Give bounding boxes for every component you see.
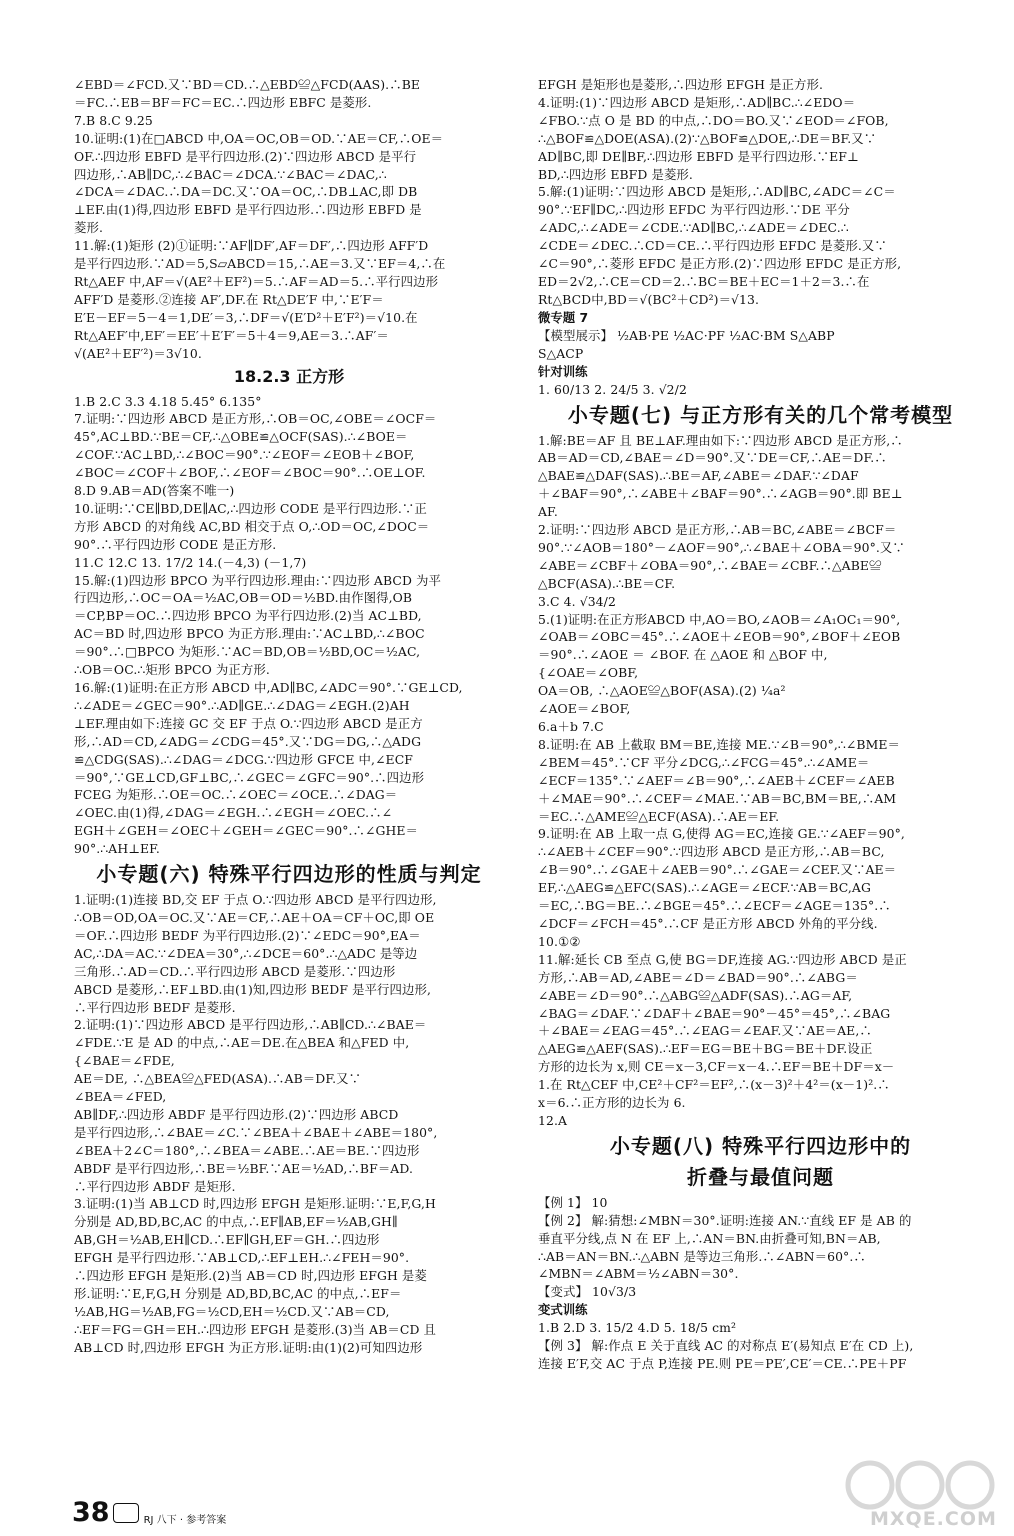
text-line: ＋∠MAE＝90°.∴∠CEF＝∠MAE.∵AB＝BC,BM＝BE,∴AM xyxy=(538,790,897,806)
text-line: ＝EC,∴BG＝BE.∴∠BGE＝45°.∴∠ECF＝∠AGE＝135°.∴ xyxy=(538,898,891,914)
subsection-label: 变式训练 xyxy=(538,1302,588,1318)
text-line: 分别是 AD,BD,BC,AC 的中点,∴EF∥AB,EF＝½AB,GH∥ xyxy=(74,1214,398,1230)
text-line: 2.证明:(1)∵四边形 ABCD 是平行四边形,∴AB∥CD.∴∠BAE＝ xyxy=(74,1017,427,1033)
text-line: √(AE²＋EF′²)＝3√10. xyxy=(74,345,202,361)
text-line: 90°.∵EF∥DC,∴四边形 EFDC 为平行四边形.∵DE 平分 xyxy=(538,202,850,218)
text-line: 3.C 4. √34/2 xyxy=(538,593,616,609)
text-line: ＋∠BAE＝∠EAG＝45°.∴∠EAG＝∠EAF.又∵AE＝AE,∴ xyxy=(538,1023,872,1039)
text-line: ＝CP,BP＝OC.∴四边形 BPCO 为平行四边形.(2)当 AC⊥BD, xyxy=(74,608,422,624)
text-line: 1.解:BE＝AF 且 BE⊥AF.理由如下:∵四边形 ABCD 是正方形,∴ xyxy=(538,432,903,448)
text-line: ＋∠BAF＝90°,∴∠ABE＋∠BAF＝90°.∴∠AGB＝90°.即 BE⊥ xyxy=(538,486,903,502)
text-line: 12.A xyxy=(538,1112,568,1128)
text-line: 方形,∴AB＝AD,∠ABE＝∠D＝∠BAD＝90°.∴∠ABG＝ xyxy=(538,969,858,985)
text-line: 15.解:(1)四边形 BPCO 为平行四边形.理由:∵四边形 ABCD 为平 xyxy=(74,572,442,588)
text-line: ∠CDE＝∠DEC.∴CD＝CE.∴平行四边形 EFDC 是菱形.又∵ xyxy=(538,238,887,254)
text-line: 5.解:(1)证明:∵四边形 ABCD 是矩形,∴AD∥BC,∠ADC＝∠C＝ xyxy=(538,184,896,200)
text-line: AB,GH＝½AB,EH∥CD.∴EF∥GH,EF＝GH.∴四边形 xyxy=(74,1232,380,1248)
text-line: ＝OF.∴四边形 BEDF 为平行四边形.(2)∵∠EDC＝90°,EA＝ xyxy=(74,927,421,943)
text-line: ∠BOC＝∠COF＋∠BOF,∴∠EOF＝∠BOC＝90°.∴OE⊥OF. xyxy=(74,465,426,481)
text-line: E′E－EF＝5－4＝1,DE′＝3,∴DF＝√(E′D²＋E′F²)＝√10.在 xyxy=(74,309,418,325)
footer-caption: RJ 八下 · 参考答案 xyxy=(143,1514,227,1526)
text-line: ∴OB＝OD,OA＝OC.又∵AE＝CF,∴AE＋OA＝CF＋OC,即 OE xyxy=(74,909,435,925)
text-line: AF. xyxy=(538,504,558,520)
text-line: ABCD 是菱形,∴EF⊥BD.由(1)知,四边形 BEDF 是平行四边形, xyxy=(74,981,432,997)
text-line: 1.证明:(1)连接 BD,交 EF 于点 O.∵四边形 ABCD 是平行四边形, xyxy=(74,892,437,908)
text-line: 11.C 12.C 13. 17/2 14.(－4,3) (－1,7) xyxy=(74,554,307,570)
text-line: ＝90°.∴∠AOE ＝ ∠BOF. 在 △AOE 和 △BOF 中, xyxy=(538,647,828,663)
text-line: EFGH 是平行四边形.∵AB⊥CD,∴EF⊥EH.∴∠FEH＝90°. xyxy=(74,1250,410,1266)
text-line: ∠EBD＝∠FCD.又∵BD＝CD.∴△EBD≌△FCD(AAS).∴BE xyxy=(74,77,421,92)
text-line: AB⊥CD 时,四边形 EFGH 为正方形.证明:由(1)(2)可知四边形 xyxy=(74,1339,423,1355)
text-line: 2.证明:∵四边形 ABCD 是正方形,∴AB＝BC,∠ABE＝∠BCF＝ xyxy=(538,522,897,538)
subsection-label: 针对训练 xyxy=(538,363,588,379)
text-line: 8.D 9.AB＝AD(答案不唯一) xyxy=(74,483,235,499)
text-line: ∠ABE＝∠CBF＋∠OBA＝90°,∴∠BAE＝∠CBF.∴△ABE≌ xyxy=(538,557,882,573)
text-line: ∠FBO.∵点 O 是 BD 的中点,∴DO＝BO.又∵∠EOD＝∠FOB, xyxy=(538,112,889,128)
text-line: 1.B 2.C 3.3 4.18 5.45° 6.135° xyxy=(74,393,262,409)
left-column xyxy=(74,76,504,1357)
subsection-label: 微专题 7 xyxy=(538,309,589,325)
text-line: EFGH 是矩形也是菱形,∴四边形 EFGH 是正方形. xyxy=(538,77,824,92)
text-line: ½AB,HG＝½AB,FG＝½CD,EH＝½CD.又∵AB＝CD, xyxy=(74,1303,390,1319)
text-line: OF.∴四边形 EBFD 是平行四边形.(2)∵四边形 ABCD 是平行 xyxy=(74,148,417,164)
text-line: AB＝AD＝CD,∠BAE＝∠D＝90°.又∵DE＝CF,∴AE＝DF.∴ xyxy=(538,450,887,466)
text-line: ∠MBN＝∠ABM＝½∠ABN＝30°. xyxy=(538,1266,739,1282)
text-line: ∴平行四边形 ABDF 是矩形. xyxy=(74,1178,236,1194)
topic-title: 折叠与最值问题 xyxy=(687,1164,834,1189)
text-line: ∠BAG＝∠DAF.∵∠DAF＋∠BAE＝90°－45°＝45°,∴∠BAG xyxy=(538,1005,891,1021)
text-line: 7.证明:∵四边形 ABCD 是正方形,∴OB＝OC,∠OBE＝∠OCF＝ xyxy=(74,411,437,427)
page-number: 38 xyxy=(72,1497,110,1528)
text-line: ∠C＝90°,∴菱形 EFDC 是正方形.(2)∵四边形 EFDC 是正方形, xyxy=(538,256,902,272)
text-line: AC,∴DA＝AC.∵∠DEA＝30°,∴∠DCE＝60°.∴△ADC 是等边 xyxy=(74,945,418,961)
text-line: ⊥EF.由(1)得,四边形 EBFD 是平行四边形.∴四边形 EBFD 是 xyxy=(74,202,422,218)
text-line: ∠BEA＋2∠C＝180°,∴∠BEA＝∠ABE.∴AE＝BE.∵四边形 xyxy=(74,1142,420,1158)
text-line: 3.证明:(1)当 AB⊥CD 时,四边形 EFGH 是矩形.证明:∵E,F,G,H xyxy=(74,1196,436,1212)
text-line: Rt△BCD中,BD＝√(BC²＋CD²)＝√13. xyxy=(538,291,760,307)
text-line: EGH＋∠GEH＝∠OEC＋∠GEH＝∠GEC＝90°.∴∠GHE＝ xyxy=(74,823,419,839)
text-line: 行四边形,∴OC＝OA＝½AC,OB＝OD＝½BD.由作图得,OB xyxy=(74,590,413,606)
text-line: S△ACP xyxy=(538,345,584,361)
text-line: ∠ECF＝135°.∵∠AEF＝∠B＝90°,∴∠AEB＋∠CEF＝∠AEB xyxy=(538,772,895,788)
text-line: 方形的边长为 x,则 CE＝x－3,CF＝x－4.∴EF＝BE＋DF＝x－ xyxy=(538,1059,895,1075)
text-line: 4.证明:(1)∵四边形 ABCD 是矩形,∴AD∥BC.∴∠EDO＝ xyxy=(538,94,856,110)
text-line: ＝EC.∴△AME≌△ECF(ASA).∴AE＝EF. xyxy=(538,808,780,824)
text-line: AD∥BC,即 DE∥BF,∴四边形 EBFD 是平行四边形.∵EF⊥ xyxy=(538,148,859,164)
page-footer xyxy=(72,1496,226,1530)
right-column xyxy=(538,76,983,1373)
text-line: 16.解:(1)证明:在正方形 ABCD 中,AD∥BC,∠ADC＝90°.∵GE⊥CD, xyxy=(74,680,463,695)
text-line: ∠OEC.由(1)得,∠DAG＝∠EGH.∴∠EGH＝∠OEC.∴∠ xyxy=(74,805,393,821)
text-line: 【变式】 10√3/3 xyxy=(538,1284,637,1300)
text-line: ＝90°.∴□BPCO 为矩形.∵AC＝BD,OB＝½BD,OC＝½AC, xyxy=(74,644,421,660)
text-line: 【例 3】 解:作点 E 关于直线 AC 的对称点 E′(易知点 E′在 CD 上), xyxy=(538,1338,914,1354)
text-line: 是平行四边形.∵AD＝5,S▱ABCD＝15,∴AE＝3.又∵EF＝4,∴在 xyxy=(74,256,446,272)
text-line: ∴OB＝OC.∴矩形 BPCO 为正方形. xyxy=(74,662,270,678)
text-line: BD,∴四边形 EBFD 是菱形. xyxy=(538,166,693,182)
text-line: ∠ADC,∴∠ADE＝∠CDE.∵AD∥BC,∴∠ADE＝∠DEC.∴ xyxy=(538,220,849,236)
text-line: AFF′D 是菱形.②连接 AF′,DF.在 Rt△DE′F 中,∵E′F＝ xyxy=(74,291,384,307)
text-line: 三角形.∴AD＝CD.∴平行四边形 ABCD 是菱形.∵四边形 xyxy=(74,963,396,979)
text-line: ＝FC.∴EB＝BF＝FC＝EC.∴四边形 EBFC 是菱形. xyxy=(74,94,372,110)
text-line: ∴平行四边形 BEDF 是菱形. xyxy=(74,999,236,1015)
text-line: 垂直平分线,点 N 在 EF 上,∴AN＝BN.由折叠可知,BN＝AB, xyxy=(538,1230,881,1246)
text-line: EF,∴△AEG≌△EFC(SAS).∴∠AGE＝∠ECF.∵AB＝BC,AG xyxy=(538,880,871,896)
text-line: 90°.∴平行四边形 CODE 是正方形. xyxy=(74,536,277,552)
text-line: 【模型展示】 ½AB·PE ½AC·PF ½AC·BM S△ABP xyxy=(538,327,835,343)
publisher-logo-icon xyxy=(113,1503,139,1523)
text-line: ABDF 是平行四边形,∴BE＝½BF.∵AE＝½AD,∴BF＝AD. xyxy=(74,1160,413,1176)
text-line: ∠COF.∵AC⊥BD,∴∠BOC＝90°.∵∠EOF＝∠EOB＋∠BOF, xyxy=(74,447,415,463)
text-line: ∠DCF＝∠FCH＝45°.∴CF 是正方形 ABCD 外角的平分线. xyxy=(538,915,878,931)
text-line: Rt△AEF′中,EF′＝EE′＋E′F′＝5＋4＝9,AE＝3.∴AF′＝ xyxy=(74,327,389,343)
text-line: 45°,AC⊥BD.∵BE＝CF,∴△OBE≌△OCF(SAS).∴∠BOE＝ xyxy=(74,429,408,445)
text-line: AC＝BD 时,四边形 BPCO 为正方形.理由:∵AC⊥BD,∴∠BOC xyxy=(74,626,425,642)
text-line: 7.B 8.C 9.25 xyxy=(74,112,153,128)
text-line: 方形 ABCD 的对角线 AC,BD 相交于点 O,∴OD＝OC,∠DOC＝ xyxy=(74,518,430,534)
text-line: ＝90°,∵GE⊥CD,GF⊥BC,∴∠GEC＝∠GFC＝90°.∴四边形 xyxy=(74,769,425,785)
text-line: 10.证明:(1)在□ABCD 中,OA＝OC,OB＝OD.∵AE＝CF,∴OE＝ xyxy=(74,130,444,146)
text-line: AB∥DF,∴四边形 ABDF 是平行四边形.(2)∵四边形 ABCD xyxy=(74,1106,399,1122)
text-line: 【例 1】 10 xyxy=(538,1194,608,1210)
text-line: 10.①② xyxy=(538,933,581,949)
text-line: 1.B 2.D 3. 15/2 4.D 5. 18/5 cm² xyxy=(538,1320,737,1336)
text-line: 9.证明:在 AB 上取一点 G,使得 AG＝EC,连接 GE.∵∠AEF＝90°, xyxy=(538,826,905,842)
text-line: ∴四边形 EFGH 是矩形.(2)当 AB＝CD 时,四边形 EFGH 是菱 xyxy=(74,1268,427,1284)
text-line: ∴∠AEB＋∠CEF＝90°.∵四边形 ABCD 是正方形,∴AB＝BC, xyxy=(538,844,885,860)
text-line: 【例 2】 解:猜想:∠MBN＝30°.证明:连接 AN.∵直线 EF 是 AB 的 xyxy=(538,1212,912,1228)
text-line: ∴△BOF≌△DOE(ASA).(2)∵△BOF≌△DOE,∴DE＝BF.又∵ xyxy=(538,130,877,146)
text-line: ∠AOE＝∠BOF, xyxy=(538,701,631,717)
text-line: ∠ABE＝∠D＝90°.∴△ABG≌△ADF(SAS).∴AG＝AF, xyxy=(538,987,853,1003)
text-line: ∠BEA＝∠FED, xyxy=(74,1089,167,1105)
text-line: 90°.∵∠AOB＝180°－∠AOF＝90°,∴∠BAE＋∠OBA＝90°.又∵ xyxy=(538,539,905,555)
text-line: ∠OAB＝∠OBC＝45°.∴∠AOE＋∠EOB＝90°,∠BOF＋∠EOB xyxy=(538,629,901,645)
text-line: 11.解:延长 CB 至点 G,使 BG＝DF,连接 AG.∵四边形 ABCD 是正 xyxy=(538,951,907,967)
text-line: ∠B＝90°.∴∠GAE＋∠AEB＝90°.∴∠GAE＝∠CEF.又∵AE＝ xyxy=(538,862,897,878)
text-line: 8.证明:在 AB 上截取 BM＝BE,连接 ME.∵∠B＝90°,∴∠BME＝ xyxy=(538,736,901,752)
text-line: △BAE≌△DAF(SAS).∴BE＝AF,∠ABE＝∠DAF.∵∠DAF xyxy=(538,468,859,484)
text-line: 形.证明:∵E,F,G,H 分别是 AD,BD,BC,AC 的中点,∴EF＝ xyxy=(74,1286,402,1301)
text-line: {∠OAE＝∠OBF, xyxy=(538,665,639,681)
text-line: ∠DCA＝∠DAC.∴DA＝DC.又∵OA＝OC,∴DB⊥AC,即 DB xyxy=(74,184,418,200)
text-line: x＝6.∴正方形的边长为 6. xyxy=(538,1095,686,1111)
section-title: 18.2.3 正方形 xyxy=(233,366,345,386)
text-line: 菱形. xyxy=(74,220,104,236)
text-line: 四边形,∴AB∥DC,∴∠BAC＝∠DCA.∵∠BAC＝∠DAC,∴ xyxy=(74,166,387,182)
text-line: Rt△AEF 中,AF＝√(AE²＋EF²)＝5.∴AF＝AD＝5.∴平行四边形 xyxy=(74,273,439,289)
text-line: ≌△CDG(SAS).∴∠DAG＝∠DCG.∵四边形 GFCE 中,∠ECF xyxy=(74,751,413,767)
text-line: 是平行四边形,∴∠BAE＝∠C.∵∠BEA＋∠BAE＋∠ABE＝180°, xyxy=(74,1124,438,1140)
text-line: 连接 E′F,交 AC 于点 P,连接 PE.则 PE＝PE′,CE′＝CE.∴PE＋PF xyxy=(538,1356,907,1372)
text-line: ∠FDE.∵E 是 AD 的中点,∴AE＝DE.在△BEA 和△FED 中, xyxy=(74,1035,410,1051)
topic-title: 小专题(八) 特殊平行四边形中的 xyxy=(609,1133,912,1158)
text-line: OA＝OB, ∴△AOE≌△BOF(ASA).(2) ¼a² xyxy=(538,683,786,699)
text-line: ∴EF＝FG＝GH＝EH.∴四边形 EFGH 是菱形.(3)当 AB＝CD 且 xyxy=(74,1321,437,1337)
text-line: ∴AB＝AN＝BN.∴△ABN 是等边三角形.∴∠ABN＝60°.∴ xyxy=(538,1248,866,1264)
text-line: FCEG 为矩形.∴OE＝OC.∴∠OEC＝∠OCE.∴∠DAG＝ xyxy=(74,787,398,803)
text-line: △BCF(ASA).∴BE＝CF. xyxy=(538,575,676,591)
text-line: 形,∴AD＝CD,∠ADG＝∠CDG＝45°.又∵DG＝DG,∴△ADG xyxy=(74,733,422,749)
text-line: ∴∠ADE＝∠GEC＝90°.∴AD∥GE.∴∠DAG＝∠EGH.(2)AH xyxy=(74,697,410,713)
text-line: 10.证明:∵CE∥BD,DE∥AC,∴四边形 CODE 是平行四边形.∵正 xyxy=(74,500,427,516)
text-line: 1. 60/13 2. 24/5 3. √2/2 xyxy=(538,381,687,397)
topic-title: 小专题(七) 与正方形有关的几个常考模型 xyxy=(567,402,954,427)
topic-title: 小专题(六) 特殊平行四边形的性质与判定 xyxy=(96,862,482,887)
text-line: AE＝DE, ∴△BEA≌△FED(ASA).∴AB＝DF.又∵ xyxy=(74,1071,362,1087)
text-line: ∠BEM＝45°.∵CF 平分∠DCG,∴∠FCG＝45°.∴∠AME＝ xyxy=(538,754,870,770)
text-line: 1.在 Rt△CEF 中,CE²＋CF²＝EF²,∴(x－3)²＋4²＝(x－1)².∴ xyxy=(538,1077,890,1093)
text-line: 6.a＋b 7.C xyxy=(538,719,604,734)
text-line: 90°.∴AH⊥EF. xyxy=(74,841,160,857)
text-line: {∠BAE＝∠FDE, xyxy=(74,1053,175,1069)
text-line: △AEG≌△AEF(SAS).∴EF＝EG＝BE＋BG＝BE＋DF.设正 xyxy=(538,1041,873,1057)
text-line: ED＝2√2,∴CE＝CD＝2.∴BC＝BE＋EC＝1＋2＝3.∴在 xyxy=(538,273,870,289)
text-line: ⊥EF.理由如下:连接 GC 交 EF 于点 O.∵四边形 ABCD 是正方 xyxy=(74,715,423,731)
watermark-text: MXQE.COM xyxy=(870,1508,997,1530)
text-line: 5.(1)证明:在正方形ABCD 中,AO＝BO,∠AOB＝∠A₁OC₁＝90°, xyxy=(538,611,901,627)
text-line: 11.解:(1)矩形 (2)①证明:∵AF∥DF′,AF＝DF′,∴四边形 AFF′D xyxy=(74,238,429,254)
